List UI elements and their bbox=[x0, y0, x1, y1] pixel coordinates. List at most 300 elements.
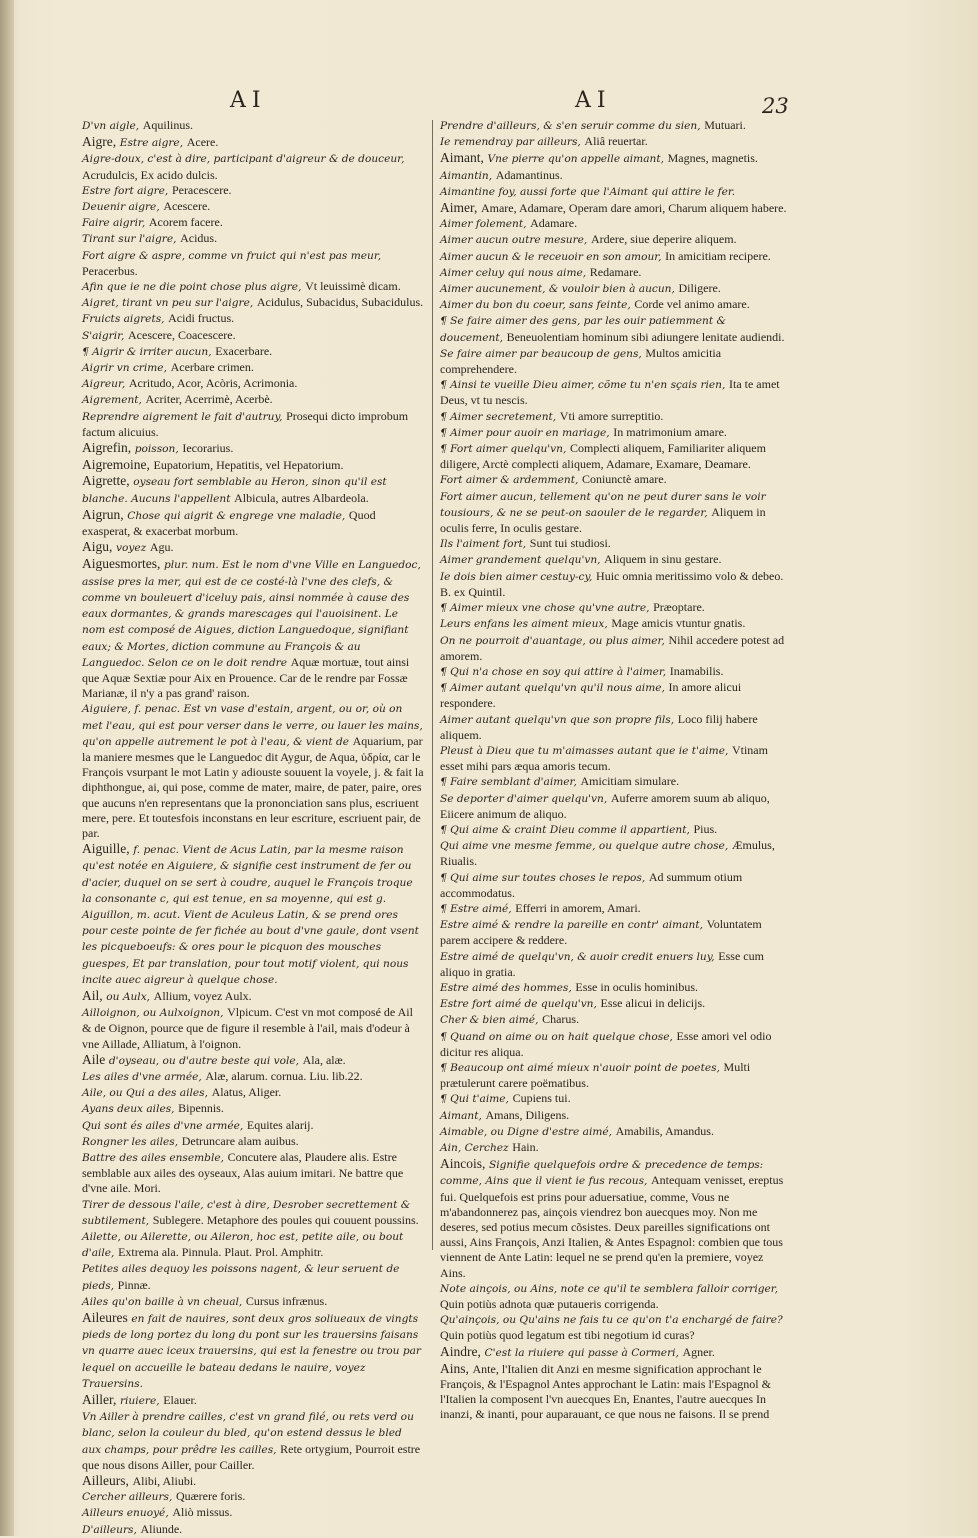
dictionary-entry bbox=[440, 822, 788, 838]
latin-text: Quin potiùs quod legatum est tibi negotium id curas? bbox=[440, 1328, 695, 1343]
dictionary-entry bbox=[440, 118, 788, 134]
latin-text: Allium, voyez Aulx. bbox=[153, 988, 252, 1003]
french-text: ¶ Qui aime & craint Dieu comme il appartient, bbox=[440, 823, 690, 836]
dictionary-entry bbox=[440, 1312, 788, 1343]
french-text: plur. num. Est le nom d'vne Ville en Languedoc, assise pres la mer, qui est de ce costé-là l'vne des clefs, & comme vn bouleuert d'iceluy pais, ainsi nommée à cause des eaux dormantes, & grands marescages qui l'auoisinent. Le nom est composé de Aigues, diction Languedoque, signifiant eaux; & Mortes, diction commune au François & au Languedoc. Selon ce on le doit rendre bbox=[82, 559, 421, 669]
dictionary-entry bbox=[440, 1029, 788, 1060]
french-text: Note ainçois, ou Ains, note ce qu'il te semblera falloir corriger, bbox=[440, 1282, 779, 1295]
latin-text: Acerbare crimen. bbox=[170, 360, 254, 375]
latin-text: Coniunctè amare. bbox=[581, 472, 667, 487]
french-text: ¶ Ainsi te vueille Dieu aimer, cõme tu n'en sçais rien, bbox=[440, 379, 726, 392]
french-text: Rongner les ailes, bbox=[82, 1135, 179, 1148]
french-text: Aigrir vn crime, bbox=[82, 362, 167, 375]
dictionary-entry bbox=[82, 988, 424, 1005]
french-text: ¶ Beaucoup ont aimé mieux n'auoir point de poetes, bbox=[440, 1061, 720, 1074]
dictionary-entry bbox=[440, 346, 788, 377]
french-text: riuiere, bbox=[119, 1395, 160, 1408]
headword: Aigremoine, bbox=[82, 457, 150, 473]
french-text: Estre aimé des hommes, bbox=[440, 981, 572, 994]
dictionary-entry bbox=[440, 569, 788, 600]
dictionary-entry bbox=[440, 552, 788, 568]
latin-text: Multos amicitia comprehendere. bbox=[440, 345, 722, 377]
french-text: On ne pourroit d'auantage, ou plus aimer, bbox=[440, 634, 665, 647]
headword: Ains, bbox=[440, 1360, 469, 1376]
latin-text: Aquarium, par la maniere mesmes que le Languedoc dit Aygur, de Aqua, ὑδρία, car le François vsurpant le mot Latin y adiouste souuent la voyele, j. & fait la diphthongue, ai, qui pose, comme de mater, maire, de pater, paire, ores que aucuns n'en representans que la prononciation sans plus, escriuent mere, pere. Et toutesfois inconstans en leur escriture, escriuent pair, de par. bbox=[82, 733, 424, 840]
french-text: Signifie quelquefois ordre & precedence de temps: comme, Ains que il vient ie fus recous, bbox=[440, 1159, 764, 1188]
latin-text: Ita te amet Deus, vt tu nescis. bbox=[440, 377, 780, 408]
dictionary-entry bbox=[82, 1489, 424, 1505]
headword: Aile bbox=[82, 1051, 106, 1067]
latin-text: Præoptare. bbox=[653, 600, 705, 615]
dictionary-entry bbox=[440, 917, 788, 948]
latin-text: Huic omnia meritissimo volo & debeo. B. ex Quintil. bbox=[440, 568, 784, 599]
dictionary-entry bbox=[440, 1060, 788, 1091]
dictionary-entry bbox=[440, 838, 788, 869]
french-text: Aiguiere, f. penac. Est vn vase d'estain, argent, ou or, où on met l'eau, qui est pour verser dans le verre, ou lauer les mains, qu'on appelle autrement le pot à l'eau, & vient de bbox=[82, 703, 423, 748]
french-text: Aile, ou Qui a des ailes, bbox=[82, 1087, 208, 1100]
latin-text: Ala, alæ. bbox=[302, 1052, 346, 1067]
latin-text: Agner. bbox=[682, 1344, 715, 1359]
french-text: Estre aimé de quelqu'vn, & auoir credit enuers luy, bbox=[440, 950, 715, 963]
dictionary-entry bbox=[82, 409, 424, 440]
headword: Aigrette, bbox=[82, 473, 130, 489]
french-text: Estre aigre, bbox=[119, 137, 184, 150]
latin-text: Vlpicum. C'est vn mot composé de Ail & de Oignon, pource que de figure il resemble à l'ail, mais d'odeur à vne Aillade, Alliatum, à l'oignon. bbox=[82, 1005, 413, 1051]
headword: Aimer, bbox=[440, 200, 478, 216]
dictionary-entry bbox=[440, 633, 788, 664]
french-text: ¶ Faire semblant d'aimer, bbox=[440, 776, 577, 789]
latin-text: Beneuolentiam hominum sibi adiungere lenitate audiendi. bbox=[506, 329, 785, 344]
latin-text: Alatus, Aliger. bbox=[211, 1085, 282, 1100]
french-text: S'aigrir, bbox=[82, 329, 125, 342]
french-text: Aimer aucun outre mesure, bbox=[440, 234, 588, 247]
latin-text: Quin potiùs adnota quæ putaueris corrigenda. bbox=[440, 1297, 659, 1312]
french-text: Aimant, bbox=[440, 1109, 482, 1122]
headword: Aileures bbox=[82, 1310, 128, 1326]
dictionary-entry bbox=[82, 311, 424, 327]
latin-text: Quærere foris. bbox=[175, 1489, 246, 1504]
latin-text: Ardere, siue deperire aliquem. bbox=[590, 232, 737, 247]
headword: Ail, bbox=[82, 987, 103, 1003]
dictionary-entry bbox=[82, 183, 424, 199]
latin-text: Acorem facere. bbox=[148, 215, 223, 230]
latin-text: Æmulus, Riualis. bbox=[440, 838, 775, 869]
latin-text: Corde vel animo amare. bbox=[634, 297, 750, 312]
latin-text: Aliquem in oculis ferre, In oculis gestare. bbox=[440, 504, 766, 536]
french-text: Aimantine foy, aussi forte que l'Aimant qui attire le fer. bbox=[440, 185, 736, 198]
latin-text: Sublegere. Metaphore des poules qui couuent poussins. bbox=[152, 1212, 419, 1227]
latin-text: Mutuari. bbox=[704, 118, 746, 132]
french-text: Vn Ailler à prendre cailles, c'est vn grand filé, ou rets verd ou blanc, selon la couleur du bled, qu'on estend dessus le bled aux champs, pour prêdre les cailles, bbox=[82, 1411, 414, 1456]
dictionary-entry bbox=[82, 507, 424, 539]
dictionary-entry bbox=[82, 1505, 424, 1521]
dictionary-entry bbox=[440, 600, 788, 616]
dictionary-entry bbox=[440, 184, 788, 200]
dictionary-entry bbox=[82, 118, 424, 134]
french-text: D'ailleurs, bbox=[82, 1523, 137, 1536]
french-text: Aigre-doux, c'est à dire, participant d'aigreur & de douceur, bbox=[82, 153, 405, 166]
latin-text: Equites alarij. bbox=[246, 1117, 314, 1132]
french-text: Aimer autant quelqu'vn que son propre fils, bbox=[440, 713, 675, 726]
dictionary-entry bbox=[82, 1522, 424, 1538]
left-column bbox=[82, 118, 424, 1538]
latin-text: Alæ, alarum. cornua. Liu. lib.22. bbox=[205, 1068, 363, 1083]
french-text: Aiguillon, m. acut. Vient de Aculeus Latin, & se prend ores pour ceste pointe de fer fichée au bout d'vne gaule, dont vsent les picqueboeufs: & ores pour le picquon des mousches guespes, Et par translation, pour tout motif violent, qui nous incite auec aigreur à quelque chose. bbox=[82, 908, 419, 986]
french-text: ¶ Qui n'a chose en soy qui attire à l'aimer, bbox=[440, 665, 667, 678]
french-text: ¶ Aimer secretement, bbox=[440, 410, 557, 423]
dictionary-entry bbox=[440, 249, 788, 265]
dictionary-entry bbox=[82, 376, 424, 392]
dictionary-entry bbox=[82, 1118, 424, 1134]
french-text: d'oyseau, ou d'autre beste qui vole, bbox=[108, 1054, 299, 1067]
french-text: D'vn aigle, bbox=[82, 120, 140, 132]
dictionary-entry bbox=[440, 1361, 788, 1423]
french-text: Petites ailes dequoy les poissons nagent, & leur seruent de pieds, bbox=[82, 1263, 400, 1292]
latin-text: Acescere. bbox=[163, 199, 211, 214]
dictionary-entry bbox=[82, 841, 424, 907]
dictionary-entry bbox=[440, 536, 788, 552]
dictionary-entry bbox=[82, 1229, 424, 1261]
dictionary-entry bbox=[440, 791, 788, 822]
dictionary-entry bbox=[82, 231, 424, 247]
latin-text: Acere. bbox=[186, 135, 219, 150]
dictionary-entry bbox=[440, 743, 788, 774]
latin-text: Aquæ mortuæ, tout ainsi que Aquæ Sextiæ pour Aix en Prouence. Car de le rendre par Fossæ Marianæ, il n'y a pas grand' raison. bbox=[82, 654, 410, 701]
french-text: Aigreur, bbox=[82, 378, 126, 391]
latin-text: Amare, Adamare, Operam dare amori, Charum aliquem habere. bbox=[480, 201, 787, 216]
headword: Aigrefin, bbox=[82, 440, 132, 456]
dictionary-entry bbox=[82, 1392, 424, 1409]
dictionary-entry bbox=[440, 377, 788, 408]
latin-text: Aliâ reuertar. bbox=[584, 134, 648, 149]
french-text: Se deporter d'aimer quelqu'vn, bbox=[440, 792, 608, 805]
french-text: ¶ Aimer pour auoir en mariage, bbox=[440, 426, 610, 439]
french-text: C'est la riuiere qui passe à Cormeri, bbox=[484, 1346, 679, 1359]
french-text: Fort aigre & aspre, comme vn fruict qui n'est pas meur, bbox=[82, 249, 382, 262]
latin-text: Extrema ala. Pinnula. Plaut. Prol. Amphitr. bbox=[118, 1245, 324, 1260]
french-text: Qui aime vne mesme femme, ou quelque autre chose, bbox=[440, 840, 729, 853]
dictionary-entry bbox=[82, 1150, 424, 1197]
french-text: poisson, bbox=[134, 443, 179, 456]
french-text: ¶ Qui t'aime, bbox=[440, 1093, 509, 1106]
dictionary-entry bbox=[82, 215, 424, 231]
french-text: Prendre d'ailleurs, & s'en seruir comme du sien, bbox=[440, 120, 701, 132]
headword: Aimant, bbox=[440, 150, 484, 166]
latin-text: Pius. bbox=[693, 821, 718, 836]
dictionary-entry bbox=[440, 774, 788, 790]
running-head-left: AI bbox=[230, 88, 267, 113]
french-text: ¶ Aimer mieux vne chose qu'vne autre, bbox=[440, 602, 650, 615]
french-text: Fort aimer & ardemment, bbox=[440, 474, 579, 487]
dictionary-entry bbox=[440, 1091, 788, 1107]
french-text: Reprendre aigrement le fait d'autruy, bbox=[82, 410, 283, 423]
dictionary-entry bbox=[440, 232, 788, 248]
dictionary-entry bbox=[82, 1409, 424, 1473]
latin-text: Nihil accedere potest ad amorem. bbox=[440, 632, 785, 663]
dictionary-entry bbox=[440, 901, 788, 917]
french-text: Ailes qu'on baille à vn cheual, bbox=[82, 1295, 243, 1308]
french-text: Estre aimé & rendre la pareille en contr' aimant, bbox=[440, 919, 703, 932]
french-text: Aimer aucun & le receuoir en son amour, bbox=[440, 250, 662, 263]
french-text: Ayans deux ailes, bbox=[82, 1103, 175, 1116]
latin-text: Esse cum aliquo in gratia. bbox=[440, 948, 764, 979]
french-text: Ain, Cerchez bbox=[440, 1142, 509, 1154]
french-text: Aimer du bon du coeur, sans feinte, bbox=[440, 299, 631, 312]
latin-text: Magnes, magnetis. bbox=[667, 151, 758, 166]
french-text: Ie remendray par ailleurs, bbox=[440, 136, 581, 149]
latin-text: Acidus. bbox=[180, 231, 218, 246]
latin-text: Aliò missus. bbox=[172, 1505, 233, 1520]
dictionary-entry bbox=[82, 907, 424, 988]
latin-text: Auferre amorem suum ab aliquo, Eiicere animum de aliquo. bbox=[440, 790, 770, 821]
dictionary-entry bbox=[440, 712, 788, 743]
dictionary-entry bbox=[82, 1197, 424, 1229]
latin-text: Voluntatem parem accipere & reddere. bbox=[440, 917, 762, 948]
dictionary-entry bbox=[440, 200, 788, 216]
latin-text: Amans, Diligens. bbox=[485, 1107, 570, 1122]
latin-text: Aliunde. bbox=[140, 1521, 183, 1536]
headword: Aigre, bbox=[82, 134, 117, 150]
french-text: Aigrement, bbox=[82, 394, 142, 407]
dictionary-entry bbox=[82, 440, 424, 457]
latin-text: Acescere, Coacescere. bbox=[128, 327, 236, 342]
french-text: Chose qui aigrit & engrege vne maladie, bbox=[127, 509, 346, 522]
latin-text: Sunt tui studiosi. bbox=[529, 536, 611, 551]
latin-text: In amicitiam recipere. bbox=[665, 248, 771, 263]
latin-text: Efferri in amorem, Amari. bbox=[515, 900, 641, 915]
dictionary-entry bbox=[82, 1473, 424, 1489]
french-text: Ailette, ou Ailerette, ou Aileron, hoc est, petite aile, ou bout d'aile, bbox=[82, 1231, 404, 1260]
french-text: Qui sont és ailes d'vne armée, bbox=[82, 1119, 244, 1132]
dictionary-entry bbox=[440, 134, 788, 150]
latin-text: Exacerbare. bbox=[215, 343, 273, 358]
column-rule bbox=[432, 120, 433, 1250]
dictionary-entry bbox=[82, 1069, 424, 1085]
dictionary-entry bbox=[82, 328, 424, 344]
french-text: ¶ Qui aime sur toutes choses le repos, bbox=[440, 871, 646, 884]
latin-text: Esse alicui in delicijs. bbox=[600, 996, 706, 1011]
latin-text: Vt leuissimè dicam. bbox=[305, 279, 401, 294]
headword: Ailler, bbox=[82, 1392, 117, 1408]
latin-text: Esse amori vel odio dicitur res aliqua. bbox=[440, 1028, 772, 1059]
latin-text: In matrimonium amare. bbox=[613, 424, 727, 439]
french-text: Afin que ie ne die point chose plus aigre, bbox=[82, 281, 302, 294]
latin-text: Diligere. bbox=[678, 281, 721, 296]
dictionary-entry bbox=[440, 980, 788, 996]
latin-text: Aliquem in sinu gestare. bbox=[604, 552, 722, 567]
dictionary-entry bbox=[440, 664, 788, 680]
french-text: Aimer aucunement, & vouloir bien à aucun, bbox=[440, 283, 675, 296]
french-text: Ailloignon, ou Aulxoignon, bbox=[82, 1007, 224, 1020]
latin-text: Rete ortygium, Pourroit estre que nous disons Ailler, pour Cailler. bbox=[82, 1441, 421, 1472]
latin-text: Acriter, Acerrimè, Acerbè. bbox=[145, 392, 273, 407]
french-text: Aimantin, bbox=[440, 169, 493, 182]
latin-text: Vti amore surreptitio. bbox=[559, 408, 664, 423]
latin-text: Vtinam esset mihi pars æqua amoris tecum. bbox=[440, 742, 768, 774]
dictionary-entry bbox=[440, 489, 788, 537]
dictionary-entry bbox=[82, 457, 424, 473]
latin-text: Agu. bbox=[149, 540, 174, 555]
dictionary-entry bbox=[440, 1124, 788, 1140]
dictionary-entry bbox=[440, 1140, 788, 1156]
headword: Aindre, bbox=[440, 1343, 481, 1359]
french-text: ¶ Quand on aime ou on hait quelque chose, bbox=[440, 1030, 673, 1043]
french-text: Battre des ailes ensemble, bbox=[82, 1152, 224, 1164]
latin-text: Amabilis, Amandus. bbox=[615, 1123, 714, 1138]
latin-text: Detruncare alam auibus. bbox=[181, 1133, 299, 1148]
headword: Ailleurs, bbox=[82, 1473, 129, 1489]
dictionary-entry bbox=[440, 472, 788, 488]
dictionary-entry bbox=[82, 1261, 424, 1293]
latin-text: Hain. bbox=[512, 1140, 539, 1154]
latin-text: Albicula, autres Albardeola. bbox=[234, 490, 369, 505]
dictionary-entry bbox=[440, 616, 788, 632]
latin-text: Alibi, Aliubi. bbox=[132, 1474, 197, 1489]
latin-text: Aquilinus. bbox=[142, 118, 194, 132]
french-text: Cher & bien aimé, bbox=[440, 1014, 539, 1027]
french-text: Deuenir aigre, bbox=[82, 201, 160, 214]
latin-text: Prosequi dicto improbum factum alicuius. bbox=[82, 408, 409, 439]
dictionary-entry bbox=[440, 150, 788, 167]
dictionary-entry bbox=[82, 392, 424, 408]
dictionary-entry bbox=[82, 473, 424, 506]
dictionary-entry bbox=[440, 297, 788, 313]
dictionary-entry bbox=[440, 216, 788, 232]
latin-text: Acrudulcis, Ex acido dulcis. bbox=[82, 167, 218, 182]
french-text: Vne pierre qu'on appelle aimant, bbox=[487, 153, 664, 166]
latin-text: Ante, l'Italien dit Anzi en mesme signification approchant le François, & l'Espagnol Antes approchant le Latin: mais l'Espagnol & l'Italien la composent l'vn auecques En, Enantes, l'autre auecques In inanzi, & inanti, pour auparauant, ce que nous ne faisons. Il se prend bbox=[440, 1361, 771, 1422]
french-text: Aimer celuy qui nous aime, bbox=[440, 266, 587, 279]
latin-text: Redamare. bbox=[589, 264, 642, 279]
french-text: Les ailes d'vne armée, bbox=[82, 1070, 202, 1083]
dictionary-entry bbox=[440, 996, 788, 1012]
french-text: Estre fort aimé de quelqu'vn, bbox=[440, 998, 597, 1011]
dictionary-entry bbox=[82, 539, 424, 556]
latin-text: Multi prætulerunt carere poëmatibus. bbox=[440, 1059, 751, 1091]
latin-text: Iecorarius. bbox=[182, 441, 234, 456]
latin-text: Loco filij habere aliquem. bbox=[440, 711, 758, 742]
french-text: Tirant sur l'aigre, bbox=[82, 233, 177, 246]
french-text: Ie dois bien aimer cestuy-cy, bbox=[440, 570, 593, 583]
dictionary-entry bbox=[440, 1281, 788, 1312]
dictionary-entry bbox=[440, 265, 788, 281]
dictionary-entry bbox=[82, 1101, 424, 1117]
dictionary-entry bbox=[82, 344, 424, 360]
dictionary-entry bbox=[82, 199, 424, 215]
right-column bbox=[440, 118, 788, 1423]
latin-text: Cursus infrænus. bbox=[245, 1293, 328, 1308]
dictionary-entry bbox=[440, 313, 788, 345]
french-text: Tirer de dessous l'aile, c'est à dire, Desrober secrettement & subtilement, bbox=[82, 1198, 411, 1227]
dictionary-entry bbox=[440, 1156, 788, 1281]
headword: Aiguesmortes, bbox=[82, 556, 161, 572]
french-text: ¶ Fort aimer quelqu'vn, bbox=[440, 443, 567, 456]
french-text: voyez bbox=[116, 542, 147, 555]
dictionary-entry bbox=[440, 1344, 788, 1361]
latin-text: Ad summum otium accommodatus. bbox=[440, 869, 743, 900]
latin-text: Acritudo, Acor, Acòris, Acrimonia. bbox=[128, 376, 298, 391]
french-text: Ils l'aiment fort, bbox=[440, 538, 527, 551]
french-text: Fruicts aigrets, bbox=[82, 313, 165, 326]
french-text: ou Aulx, bbox=[106, 990, 151, 1003]
dictionary-entry bbox=[82, 1052, 424, 1069]
dictionary-entry bbox=[440, 441, 788, 472]
latin-text: Concutere alas, Plaudere alis. Estre semblable aux ailes des oyseaux, Alas auium imitari. Ne battre que d'vne aile. Mori. bbox=[82, 1150, 404, 1196]
latin-text: Acidi fructus. bbox=[168, 311, 235, 326]
dictionary-entry bbox=[82, 556, 424, 701]
french-text: Aigret, tirant vn peu sur l'aigre, bbox=[82, 297, 254, 310]
latin-text: Esse in oculis hominibus. bbox=[575, 979, 699, 994]
french-text: Pleust à Dieu que tu m'aimasses autant que ie t'aime, bbox=[440, 744, 729, 757]
french-text: ¶ Aigrir & irriter aucun, bbox=[82, 345, 212, 358]
latin-text: Adamare. bbox=[530, 216, 578, 231]
dictionary-entry bbox=[82, 360, 424, 376]
french-text: Se faire aimer par beaucoup de gens, bbox=[440, 347, 642, 360]
dictionary-entry bbox=[82, 248, 424, 279]
dictionary-entry bbox=[440, 425, 788, 441]
dictionary-entry bbox=[440, 1012, 788, 1028]
french-text: Leurs enfans les aiment mieux, bbox=[440, 618, 608, 631]
book-spine bbox=[0, 0, 14, 1536]
dictionary-entry bbox=[440, 168, 788, 184]
latin-text: Complecti aliquem, Familiariter aliquem diligere, Arctè complecti aliquem, Adamare, Examare, Deamare. bbox=[440, 441, 766, 472]
french-text: Aimer folement, bbox=[440, 218, 527, 231]
french-text: oyseau fort semblable au Heron, sinon qu'il est blanche. Aucuns l'appellent bbox=[82, 476, 387, 505]
french-text: f. penac. Vient de Acus Latin, par la mesme raison qu'est notée en Aiguiere, & signifie cest instrument de fer ou d'acier, duquel on se sert à coudre, auquel le François troque la consonante c, qui est tenue, en sa moyenne, qui est g. bbox=[82, 844, 413, 905]
latin-text: Pinnæ. bbox=[117, 1277, 151, 1292]
dictionary-entry bbox=[82, 701, 424, 841]
latin-text: In amore alicui respondere. bbox=[440, 680, 742, 711]
french-text: Estre fort aigre, bbox=[82, 184, 169, 197]
headword: Aiguille, bbox=[82, 841, 130, 857]
french-text: Qu'ainçois, ou Qu'ains ne fais tu ce qu'on t'a enchargé de faire? bbox=[440, 1314, 783, 1327]
latin-text: Bipennis. bbox=[178, 1101, 224, 1116]
latin-text: Eupatorium, Hepatitis, vel Hepatorium. bbox=[153, 458, 344, 473]
headword: Aigrun, bbox=[82, 506, 124, 522]
french-text: Faire aigrir, bbox=[82, 217, 146, 230]
latin-text: Amicitiam simulare. bbox=[580, 774, 680, 789]
headword: Aincois, bbox=[440, 1156, 486, 1172]
dictionary-entry bbox=[82, 1294, 424, 1310]
dictionary-entry bbox=[82, 151, 424, 182]
french-text: ¶ Aimer autant quelqu'vn qu'il nous aime, bbox=[440, 682, 665, 695]
latin-text: Antequam venisset, ereptus fui. Quelquefois est prins pour aduersatiue, comme, Vous ne m'abandonnerez pas, ainçois viendrez bon auecques moy. Non me deseres, sed potius mecum cõsistes. Deux pareilles significations ont aussi, Ains François, Anzi Italien, & Antes Espagnol: combien que tous viennent de Ante Latin: lequel ne se prend qu'en la premiere, voyez Ains. bbox=[440, 1173, 784, 1280]
latin-text: Cupiens tui. bbox=[512, 1091, 571, 1106]
latin-text: Adamantinus. bbox=[495, 167, 563, 182]
french-text: Ailleurs enuoyé, bbox=[82, 1507, 169, 1520]
headword: Aigu, bbox=[82, 539, 113, 555]
french-text: ¶ Se faire aimer des gens, par les ouir patiemment & doucement, bbox=[440, 315, 726, 344]
dictionary-entry bbox=[82, 1085, 424, 1101]
dictionary-entry bbox=[82, 1005, 424, 1052]
dictionary-entry bbox=[82, 279, 424, 295]
french-text: Aimable, ou Digne d'estre aimé, bbox=[440, 1125, 613, 1138]
latin-text: Acidulus, Subacidus, Subacidulus. bbox=[256, 295, 424, 310]
latin-text: Elauer. bbox=[163, 1393, 197, 1408]
dictionary-entry bbox=[82, 295, 424, 311]
dictionary-entry bbox=[82, 1134, 424, 1150]
page-number: 23 bbox=[762, 94, 789, 118]
latin-text: Quod exasperat, & exacerbat morbum. bbox=[82, 507, 376, 539]
latin-text: Charus. bbox=[542, 1012, 580, 1027]
dictionary-entry bbox=[440, 949, 788, 980]
french-text: Aimer grandement quelqu'vn, bbox=[440, 554, 601, 567]
dictionary-entry bbox=[82, 134, 424, 151]
french-text: ¶ Estre aimé, bbox=[440, 902, 512, 915]
running-head-right: AI bbox=[575, 88, 612, 113]
latin-text: Mage amicis vtuntur gnatis. bbox=[611, 616, 746, 631]
dictionary-entry bbox=[440, 281, 788, 297]
